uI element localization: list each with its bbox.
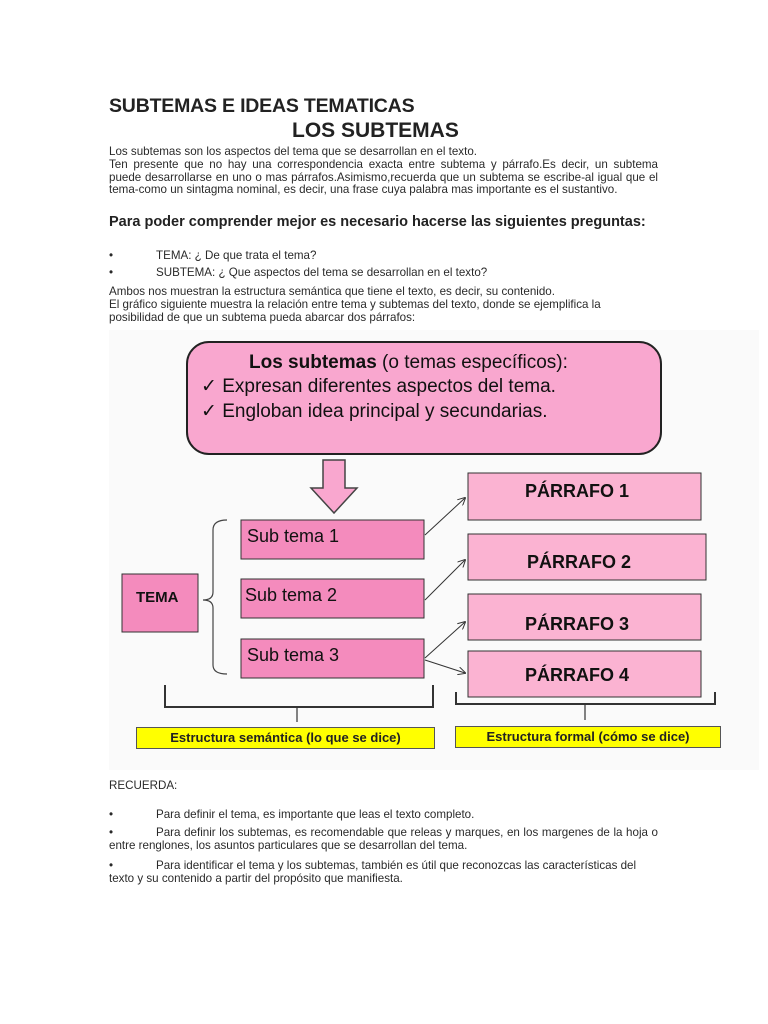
subtemas-diagram <box>109 330 759 770</box>
question-text: SUBTEMA: ¿ Que aspectos del tema se desarrollan en el texto? <box>156 266 488 279</box>
bullet-icon: • <box>109 266 114 279</box>
questions-heading: Para poder comprender mejor es necesario hacerse las siguientes preguntas: <box>109 214 646 230</box>
tema-label: TEMA <box>136 589 179 606</box>
section-title: LOS SUBTEMAS <box>292 119 459 142</box>
question-text: TEMA: ¿ De que trata el tema? <box>156 249 317 262</box>
paragraph: El gráfico siguiente muestra la relación entre tema y subtemas del texto, donde se ejemplifica la posibilidad de que un subtema pueda abarcar dos párrafos: <box>109 298 601 324</box>
recuerda-item <box>109 809 658 822</box>
recuerda-heading: RECUERDA: <box>109 779 178 792</box>
definition-point: ✓ Expresan diferentes aspectos del tema. <box>201 376 556 397</box>
document-title: SUBTEMAS E IDEAS TEMATICAS <box>109 95 415 117</box>
recuerda-text: Para definir el tema, es importante que leas el texto completo. <box>156 808 475 821</box>
recuerda-item <box>109 827 658 852</box>
parrafo-label: PÁRRAFO 4 <box>525 665 630 685</box>
subtema-label: Sub tema 1 <box>247 526 340 546</box>
bullet-icon: • <box>109 249 114 262</box>
bullet-icon: • <box>109 826 114 839</box>
definition-point: ✓ Engloban idea principal y secundarias. <box>201 401 548 422</box>
intro-line: Los subtemas son los aspectos del tema que se desarrollan en el texto. <box>109 145 477 158</box>
recuerda-text: Para identificar el tema y los subtemas, también es útil que reconozcas las características del texto y su contenido a partir del propósito que manifiesta. <box>109 859 637 885</box>
formal-structure-label: Estructura formal (cómo se dice) <box>455 726 721 748</box>
subtema-label: Sub tema 2 <box>245 585 338 605</box>
semantic-structure-label: Estructura semántica (lo que se dice) <box>136 727 435 749</box>
checkmark-icon: ✓ <box>201 401 217 422</box>
parrafo-label: PÁRRAFO 1 <box>525 481 630 501</box>
parrafo-label: PÁRRAFO 3 <box>525 614 630 634</box>
parrafo-label: PÁRRAFO 2 <box>527 552 632 572</box>
checkmark-icon: ✓ <box>201 376 217 397</box>
bullet-icon: • <box>109 859 114 872</box>
definition-heading: Los subtemas (o temas específicos): <box>249 352 568 373</box>
bullet-icon: • <box>109 808 114 821</box>
recuerda-item <box>109 860 658 885</box>
paragraph: Ambos nos muestran la estructura semántica que tiene el texto, es decir, su contenido. <box>109 285 555 298</box>
recuerda-text: Para definir los subtemas, es recomendable que releas y marques, en los margenes de la hoja o entre renglones, los asuntos particulares que se desarrollan del tema. <box>109 826 658 852</box>
subtema-label: Sub tema 3 <box>247 645 340 665</box>
intro-paragraph: Ten presente que no hay una correspondencia exacta entre subtema y párrafo.Es decir, un subtema puede desarrollarse en uno o mas párrafos.Asimismo,recuerda que un subtema se escribe-al igual que el tema-como un sintagma nominal, es decir, una frase cuya palabra mas importante es el sustantivo. <box>109 158 658 197</box>
